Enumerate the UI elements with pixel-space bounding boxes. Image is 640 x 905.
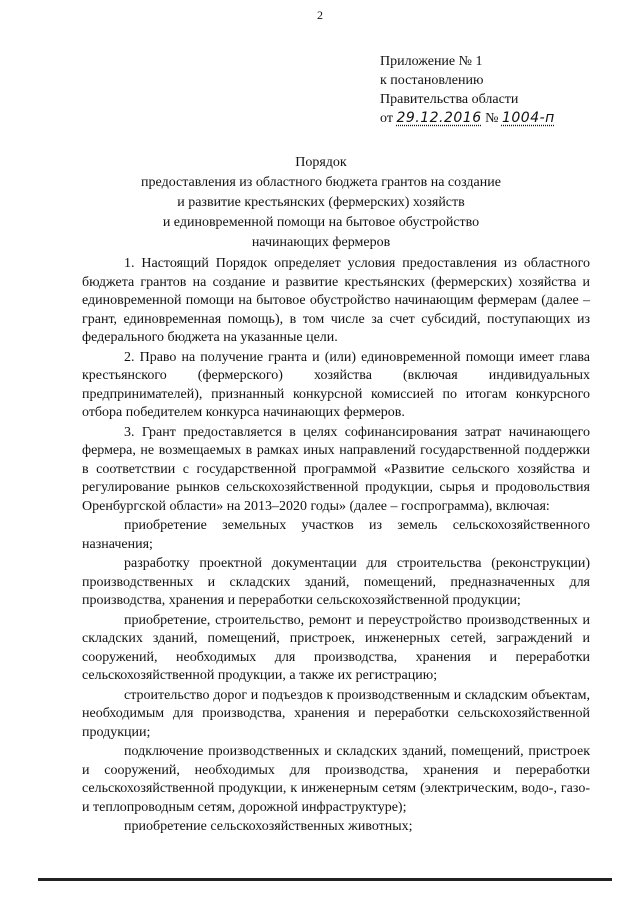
paragraph-1: 1. Настоящий Порядок определяет условия предоставления из областного бюджета грантов на создание и развитие крестьянских (фермерских) хозяйства и единовременной помощи на бытовое обустройство начинающим фермерам (далее – грант, единовременная помощь), в том числе за счет субсидий, поступающих из федерального бюджета на указанные цели. xyxy=(82,256,590,345)
appendix-date-line xyxy=(380,109,610,128)
title-line-2: предоставления из областного бюджета грантов на создание xyxy=(141,175,501,190)
list-item-animals: приобретение сельскохозяйственных животных; xyxy=(124,819,413,834)
handwritten-date: 29.12.2016 xyxy=(396,110,482,126)
title-line-1: Порядок xyxy=(295,155,347,170)
appendix-title: Приложение № 1 xyxy=(380,54,483,69)
title-line-5: начинающих фермеров xyxy=(251,235,391,250)
page-number: 2 xyxy=(317,8,323,22)
paragraph-3: 3. Грант предоставляется в целях софинансирования затрат начинающего фермера, не возмещаемых в рамках иных направлений государственной поддержки в соответствии с государственной программой «Развитие сельского хозяйства и регулирование рынков сельскохозяйственной продукции, сырья и продовольствия Оренбургской области» на 2013–2020 годы» (далее – госпрограмма), включая: xyxy=(82,424,590,514)
paragraph-2: 2. Право на получение гранта и (или) единовременной помощи имеет глава крестьянского (фермерского) хозяйства (включая индивидуальных предпринимателей), признанный конкурсной комиссией по итогам конкурсного отбора победителем конкурса начинающих фермеров. xyxy=(82,349,590,420)
list-item-roads: строительство дорог и подъездов к производственным и складским объектам, необходимым для производства, хранения и переработки сельскохозяйственной продукции; xyxy=(82,687,590,740)
list-item-design-docs: разработку проектной документации для строительства (реконструкции) производственных и складских зданий, помещений, предназначенных для производства, хранения и переработки сельскохозяйственной продукции; xyxy=(82,556,590,608)
handwritten-number: 1004-п xyxy=(501,110,555,126)
date-prefix: от xyxy=(380,111,393,126)
list-item-utilities: подключение производственных и складских зданий, помещений, пристроек и сооружений, необходимых для производства, хранения и переработки сельскохозяйственной продукции, к инженерным сетям (электрическим, водо-, газо- и теплопроводным сетям, дорожной инфраструктуре); xyxy=(82,744,590,815)
list-item-land: приобретение земельных участков из земель сельскохозяйственного назначения; xyxy=(82,518,590,552)
bottom-divider xyxy=(38,878,612,881)
list-item-buildings: приобретение, строительство, ремонт и переустройство производственных и складских зданий, помещений, пристроек, инженерных сетей, заграждений и сооружений, необходимых для производства, хранения и переработки сельскохозяйственной продукции, а также их регистрацию; xyxy=(82,612,590,683)
appendix-resolution: к постановлению xyxy=(380,73,484,88)
document-title xyxy=(130,153,512,253)
appendix-block xyxy=(380,52,610,128)
document-body xyxy=(82,255,590,837)
number-prefix: № xyxy=(485,111,499,126)
title-line-3: и развитие крестьянских (фермерских) хозяйств xyxy=(177,195,465,210)
title-line-4: и единовременной помощи на бытовое обустройство xyxy=(162,215,480,230)
appendix-government: Правительства области xyxy=(380,92,519,107)
